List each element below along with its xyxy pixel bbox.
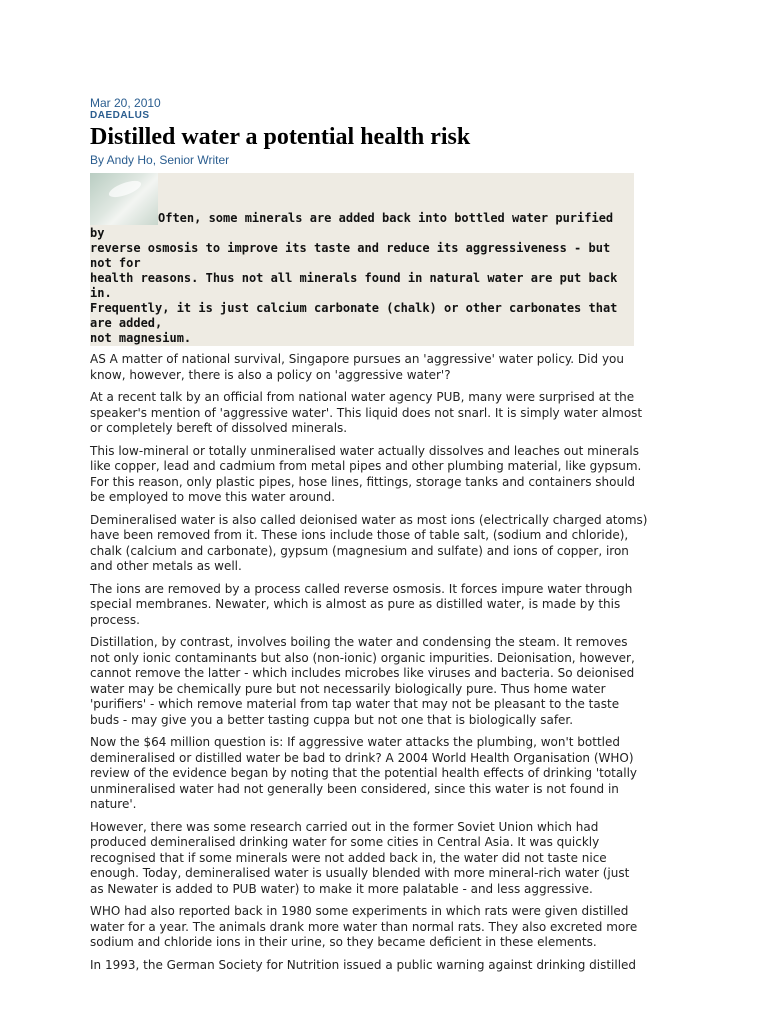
water-drop-image <box>90 173 158 225</box>
section-label[interactable]: DAEDALUS <box>90 110 150 121</box>
article <box>90 96 680 980</box>
article-paragraph: However, there was some research carried out in the former Soviet Union which had produced demineralised drinking water for some cities in Central Asia. It was quickly recognised that if some minerals were not added back in, the water did not taste nice enough. Today, demineralised water is usually blended with more mineral-rich water (just as Newater is added to PUB water) to make it more palatable - and less aggressive. <box>90 819 630 896</box>
lead-box <box>90 173 634 346</box>
water-drop-shape <box>107 178 143 201</box>
article-paragraph: The ions are removed by a process called reverse osmosis. It forces impure water through special membranes. Newater, which is almost as pure as distilled water, is made by this process. <box>90 581 633 627</box>
article-paragraph: This low-mineral or totally unmineralised water actually dissolves and leaches out minerals like copper, lead and cadmium from metal pipes and other plumbing material, like gypsum. For this reason, only plastic pipes, hose lines, fittings, storage tanks and containers should be employed to move this water around. <box>90 443 642 504</box>
article-paragraph: In 1993, the German Society for Nutrition issued a public warning against drinking distilled <box>90 957 637 972</box>
article-paragraph: Now the $64 million question is: If aggressive water attacks the plumbing, won't bottled demineralised or distilled water be bad to drink? A 2004 World Health Organisation (WHO) review of the evidence began by noting that the potential health effects of drinking 'totally unmineralised water had not generally been considered, since this water is not found in nature'. <box>90 735 638 811</box>
article-byline: By Andy Ho, Senior Writer <box>90 153 230 167</box>
article-paragraph: At a recent talk by an official from national water agency PUB, many were surprised at the speaker's mention of 'aggressive water'. This liquid does not snarl. It is simply water almost or completely bereft of dissolved minerals. <box>90 390 643 435</box>
article-headline: Distilled water a potential health risk <box>90 124 471 150</box>
article-paragraph: Distillation, by contrast, involves boiling the water and condensing the steam. It removes not only ionic contaminants but also (non-ionic) organic impurities. Deionisation, however, cannot remove the latter - which includes microbes like viruses and bacteria. So deionised water may be chemically pure but not necessarily biologically pure. Thus home water 'purifiers' - which remove material from tap water that may not be pleasant to the taste buds - may give you a better tasting cuppa but not one that is biologically safer. <box>90 635 635 727</box>
article-paragraph: WHO had also reported back in 1980 some experiments in which rats were given distilled water for a year. The animals drank more water than normal rats. They also excreted more sodium and chloride ions in their urine, so they became deficient in these elements. <box>90 904 638 949</box>
article-date: Mar 20, 2010 <box>90 96 161 110</box>
article-paragraph: Demineralised water is also called deionised water as most ions (electrically charged atoms) have been removed from it. These ions include those of table salt, (sodium and chloride), chalk (calcium and carbonate), gypsum (magnesium and sulfate) and ions of copper, iron and other metals as well. <box>90 512 648 573</box>
lead-text: Often, some minerals are added back into bottled water purified by reverse osmosis to improve its taste and reduce its aggressiveness - but not for health reasons. Thus not all minerals found in natural water are put back in. Frequently, it is just calcium carbonate (chalk) or other carbonates that are added, not magnesium. <box>90 211 618 345</box>
article-paragraph: AS A matter of national survival, Singapore pursues an 'aggressive' water policy. Did you know, however, there is also a policy on 'aggressive water'? <box>90 352 624 382</box>
